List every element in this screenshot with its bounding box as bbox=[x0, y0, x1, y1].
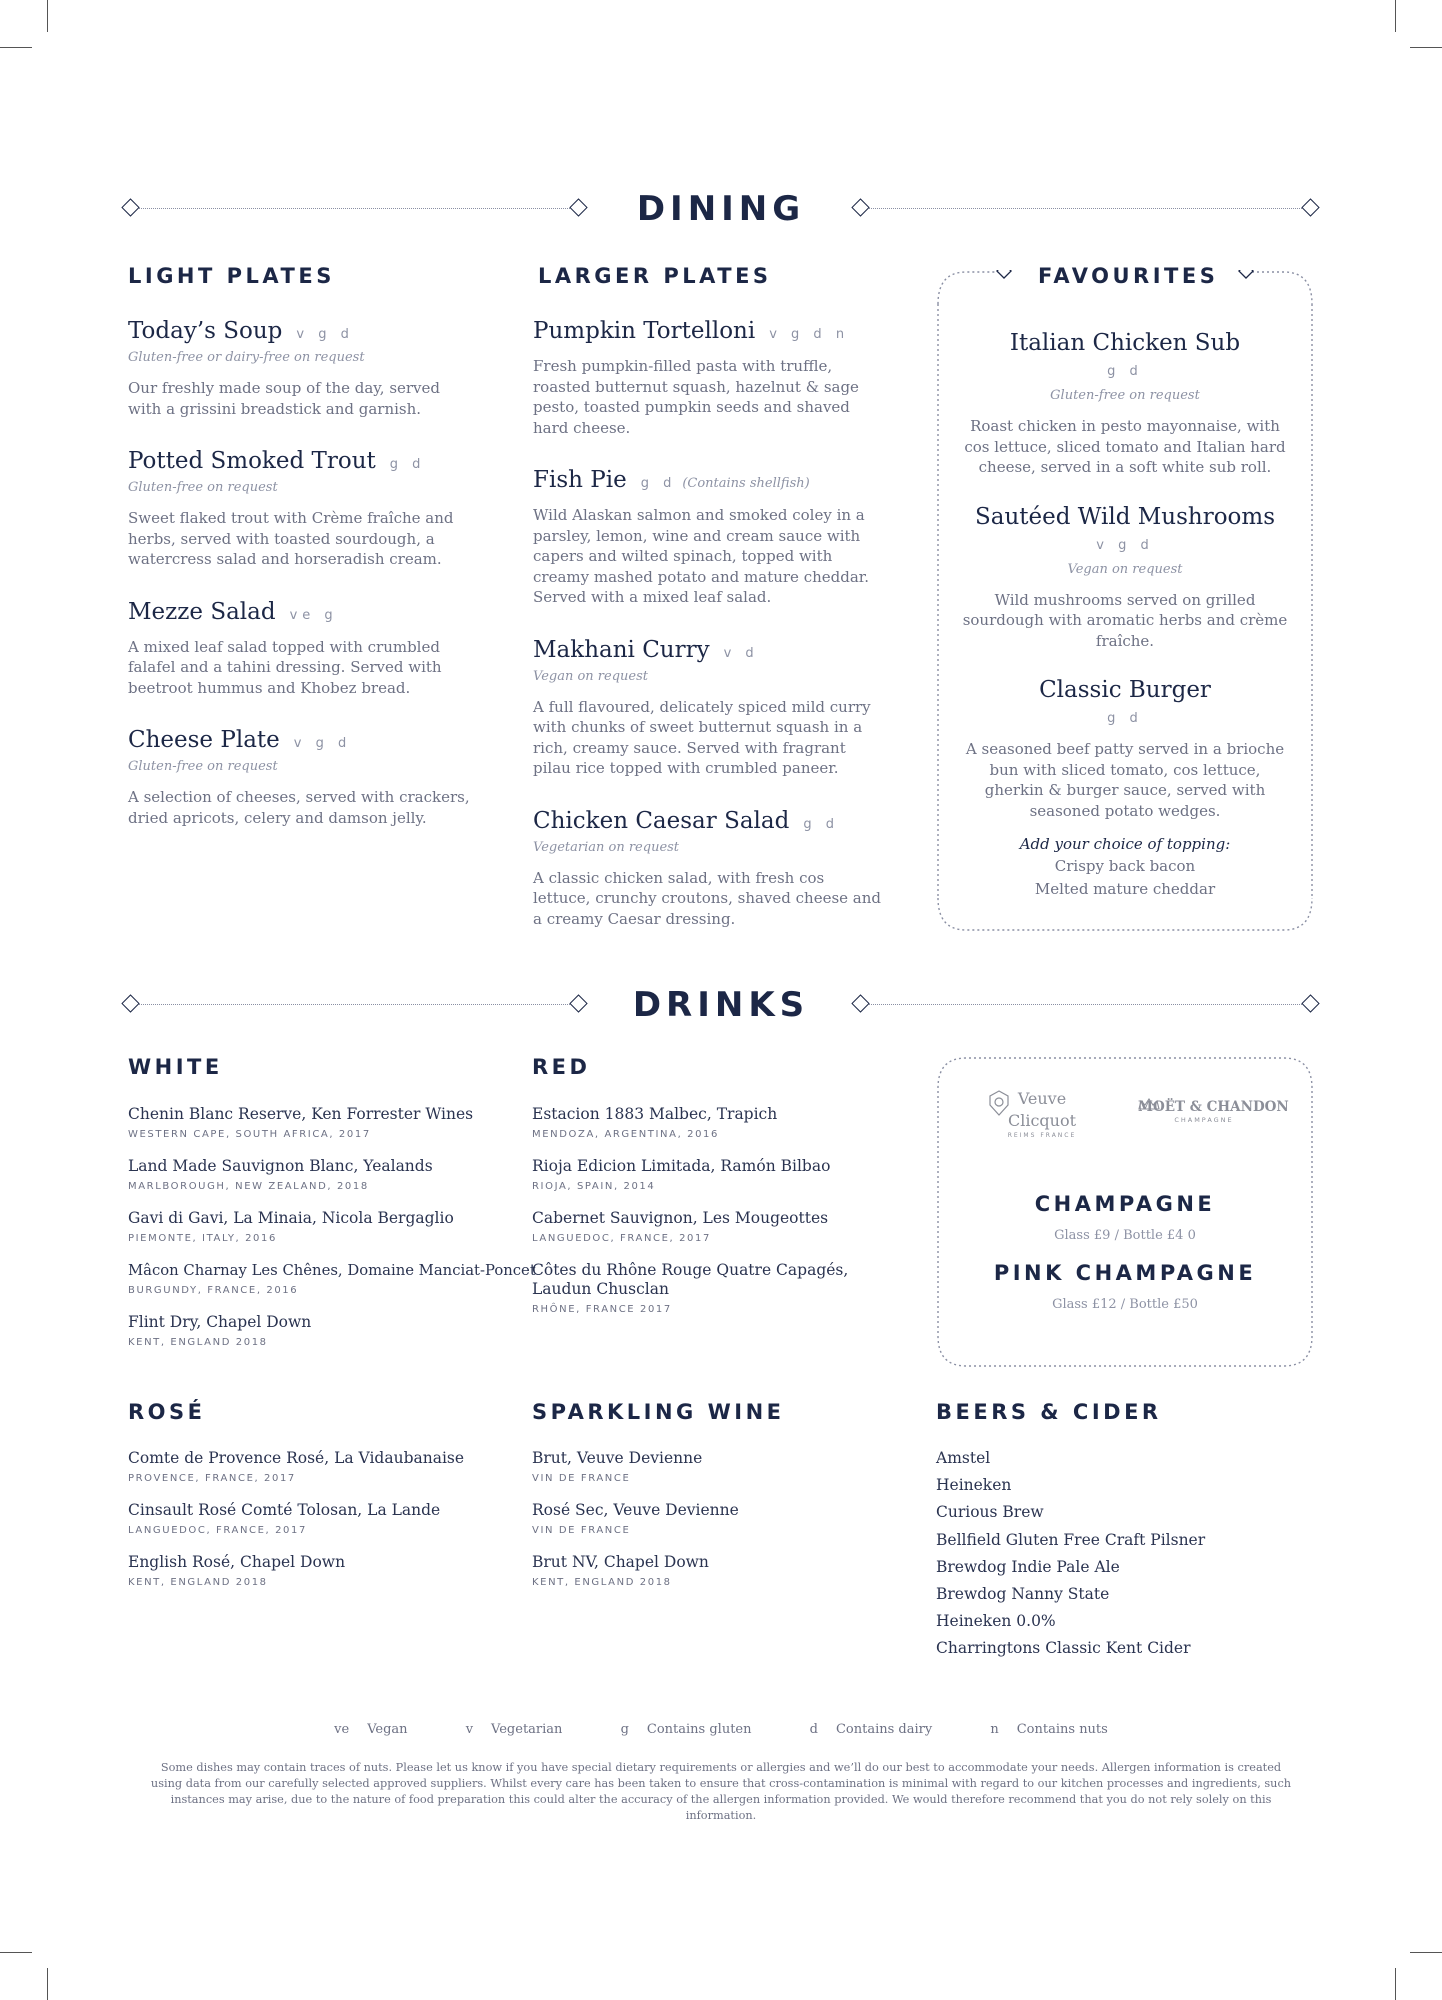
item-description: A mixed leaf salad topped with crumbled falafel and a tahini dressing. Served with beetroot hummus and Khobez bread. bbox=[128, 637, 442, 697]
wine-region: KENT, ENGLAND 2018 bbox=[128, 1577, 268, 1588]
category-favourites: FAVOURITES bbox=[1038, 264, 1219, 288]
legend-label: Contains gluten bbox=[646, 1722, 752, 1737]
wine-item bbox=[128, 1261, 536, 1296]
item-description: Fresh pumpkin-filled pasta with truffle, roasted butternut squash, hazelnut & sage pesto, toasted pumpkin seeds and shaved hard cheese. bbox=[533, 357, 859, 437]
item-name: Makhani Curry bbox=[533, 636, 710, 663]
beer-item: Heineken bbox=[936, 1476, 1012, 1495]
beer-item: Amstel bbox=[936, 1449, 991, 1467]
wine-name: Cabernet Sauvignon, Les Mougeottes bbox=[532, 1209, 829, 1227]
red-wine-list bbox=[532, 1105, 862, 1332]
item-description: Roast chicken in pesto mayonnaise, with cos lettuce, sliced tomato and Italian hard cheese, served in a soft white sub roll. bbox=[964, 417, 1286, 476]
beer-item: Curious Brew bbox=[936, 1503, 1044, 1522]
wine-item bbox=[532, 1449, 862, 1484]
shellfish-note: (Contains shellfish) bbox=[682, 476, 810, 491]
item-name: Classic Burger bbox=[1039, 677, 1211, 703]
beer-item: Brewdog Indie Pale Ale bbox=[936, 1557, 1120, 1576]
wine-name: Land Made Sauvignon Blanc, Yealands bbox=[128, 1157, 433, 1175]
wine-name: Brut NV, Chapel Down bbox=[532, 1553, 709, 1571]
category-sparkling-wine: SPARKLING WINE bbox=[532, 1400, 785, 1424]
legend-key: ve bbox=[334, 1722, 350, 1737]
item-name: Italian Chicken Sub bbox=[1009, 330, 1241, 356]
legend-entry bbox=[990, 1722, 1107, 1737]
crop-mark bbox=[0, 1952, 32, 1953]
wine-item bbox=[128, 1313, 518, 1348]
favourites-list bbox=[936, 328, 1314, 925]
wine-item bbox=[128, 1501, 518, 1536]
menu-item bbox=[936, 502, 1314, 652]
item-note: Gluten-free on request bbox=[128, 480, 278, 495]
wine-item bbox=[128, 1105, 518, 1140]
crop-mark bbox=[0, 47, 32, 48]
larger-plates-list bbox=[533, 316, 883, 956]
crown-icon bbox=[1138, 1098, 1160, 1110]
menu-item bbox=[128, 446, 478, 570]
category-light-plates: LIGHT PLATES bbox=[128, 264, 335, 288]
beer-item: Bellfield Gluten Free Craft Pilsner bbox=[936, 1530, 1206, 1549]
item-note: Gluten-free or dairy-free on request bbox=[128, 350, 365, 365]
crest-icon bbox=[984, 1088, 1014, 1118]
rose-wine-list bbox=[128, 1449, 518, 1605]
dietary-tags: v g d n bbox=[769, 327, 850, 342]
item-name: Fish Pie bbox=[533, 467, 627, 493]
wine-item bbox=[532, 1261, 862, 1315]
light-plates-list bbox=[128, 316, 478, 855]
dietary-tags: g d bbox=[1107, 711, 1143, 726]
menu-item bbox=[128, 316, 478, 419]
crop-mark bbox=[1410, 1952, 1442, 1953]
wine-region: WESTERN CAPE, SOUTH AFRICA, 2017 bbox=[128, 1129, 371, 1140]
legend-key: n bbox=[990, 1722, 999, 1737]
wine-name: Rioja Edicion Limitada, Ramón Bilbao bbox=[532, 1157, 831, 1175]
tag-codes: g d bbox=[640, 476, 677, 491]
white-wine-list bbox=[128, 1105, 536, 1365]
legend-key: g bbox=[620, 1722, 629, 1737]
wine-region: LANGUEDOC, FRANCE, 2017 bbox=[128, 1525, 307, 1536]
item-description: A full flavoured, delicately spiced mild curry with chunks of sweet butternut squash in a rich, creamy sauce. Served with fragrant pilau rice topped with crumbled paneer. bbox=[533, 697, 871, 777]
champagne-box bbox=[936, 1056, 1314, 1368]
menu-item bbox=[936, 328, 1314, 478]
wine-name: Flint Dry, Chapel Down bbox=[128, 1313, 312, 1331]
wine-item bbox=[128, 1553, 518, 1588]
allergen-disclaimer: Some dishes may contain traces of nuts. Please let us know if you have special dietary requirements or allergies and we’ll do our best to accommodate your needs. Allergen information is created using data from our carefully selected approved suppliers. Whilst every care has been taken to ensure that cross-contamination is minimal with regard to our kitchen processes and ingredients, such instances may arise, due to the nature of food preparation this could alter the accuracy of the allergen information provided. We would therefore recommend that you do not rely solely on this information. bbox=[150, 1761, 1292, 1822]
drinks-header bbox=[126, 980, 1316, 1030]
moet-chandon-subtitle: CHAMPAGNE bbox=[1174, 1116, 1234, 1124]
wine-name: Estacion 1883 Malbec, Trapich bbox=[532, 1105, 778, 1123]
dietary-tags: v g d bbox=[296, 327, 354, 342]
pink-champagne-title: PINK CHAMPAGNE bbox=[993, 1261, 1257, 1285]
menu-item bbox=[533, 316, 883, 438]
veuve-clicquot-logo bbox=[984, 1088, 1100, 1139]
wine-region: PIEMONTE, ITALY, 2016 bbox=[128, 1233, 277, 1244]
wine-region: MARLBOROUGH, NEW ZEALAND, 2018 bbox=[128, 1181, 369, 1192]
item-description: A seasoned beef patty served in a brioche bun with sliced tomato, cos lettuce, gherkin & burger sauce, served with seasoned potato wedges. bbox=[965, 740, 1285, 820]
dietary-tags bbox=[641, 476, 810, 491]
wine-item bbox=[532, 1105, 862, 1140]
item-note: Vegan on request bbox=[533, 668, 648, 684]
item-name: Today’s Soup bbox=[128, 318, 283, 344]
menu-item bbox=[936, 675, 1314, 901]
menu-item bbox=[533, 806, 883, 930]
wine-region: RIOJA, SPAIN, 2014 bbox=[532, 1181, 656, 1192]
champagne-price: Glass £9 / Bottle £4 0 bbox=[1054, 1228, 1196, 1243]
item-description: Wild Alaskan salmon and smoked coley in a parsley, lemon, wine and cream sauce with capers and wilted spinach, topped with creamy mashed potato and mature cheddar. Served with a mixed leaf salad. bbox=[533, 506, 870, 606]
item-name: Chicken Caesar Salad bbox=[533, 807, 790, 834]
legend-entry bbox=[466, 1722, 563, 1737]
item-description: Sweet flaked trout with Crème fraîche and herbs, served with toasted sourdough, a watercress salad and horseradish cream. bbox=[128, 509, 454, 568]
wine-item bbox=[128, 1157, 518, 1192]
item-note: Vegan on request bbox=[1067, 561, 1183, 577]
beer-item: Charringtons Classic Kent Cider bbox=[936, 1639, 1191, 1658]
beer-item: Heineken 0.0% bbox=[936, 1612, 1056, 1631]
menu-item bbox=[533, 465, 883, 608]
wine-name: Comte de Provence Rosé, La Vidaubanaise bbox=[128, 1449, 465, 1467]
item-note: Gluten-free on request bbox=[1050, 388, 1200, 403]
wine-item bbox=[532, 1553, 862, 1588]
legend-label: Vegetarian bbox=[491, 1722, 563, 1737]
dietary-tags: ve g bbox=[289, 607, 338, 623]
legend-key: d bbox=[809, 1722, 818, 1737]
legend-label: Contains nuts bbox=[1016, 1722, 1108, 1737]
dietary-tags: g d bbox=[803, 816, 839, 832]
champagne-title: CHAMPAGNE bbox=[1034, 1192, 1216, 1216]
wine-name: Rosé Sec, Veuve Devienne bbox=[532, 1501, 739, 1519]
dietary-tags: g d bbox=[389, 457, 426, 472]
wine-region: KENT, ENGLAND 2018 bbox=[128, 1337, 268, 1348]
wine-region: LANGUEDOC, FRANCE, 2017 bbox=[532, 1233, 711, 1244]
wine-region: VIN DE FRANCE bbox=[532, 1525, 631, 1536]
menu-item bbox=[533, 635, 883, 779]
wine-name: English Rosé, Chapel Down bbox=[128, 1553, 346, 1571]
legend-label: Vegan bbox=[367, 1722, 408, 1737]
crop-mark bbox=[1395, 1968, 1396, 2000]
wine-name: Mâcon Charnay Les Chênes, Domaine Manciat-Poncet bbox=[128, 1262, 536, 1279]
dietary-tags: v d bbox=[723, 645, 759, 661]
dietary-legend bbox=[0, 1722, 1442, 1737]
dietary-tags: g d bbox=[1107, 364, 1143, 379]
category-white: WHITE bbox=[128, 1055, 223, 1079]
dietary-tags: v g d bbox=[293, 736, 352, 751]
legend-key: v bbox=[465, 1722, 474, 1737]
dietary-tags: v g d bbox=[1096, 537, 1154, 553]
wine-name: Côtes du Rhône Rouge Quatre Capagés, Laudun Chusclan bbox=[532, 1261, 849, 1298]
wine-item bbox=[128, 1209, 518, 1244]
item-name: Cheese Plate bbox=[128, 727, 280, 753]
item-name: Mezze Salad bbox=[128, 598, 276, 625]
wine-region: KENT, ENGLAND 2018 bbox=[532, 1577, 672, 1588]
favourites-box bbox=[936, 264, 1314, 932]
section-title-drinks: DRINKS bbox=[632, 985, 810, 1025]
item-description: Our freshly made soup of the day, served with a grissini breadstick and garnish. bbox=[128, 379, 441, 418]
item-name: Pumpkin Tortelloni bbox=[533, 318, 756, 344]
item-name: Potted Smoked Trout bbox=[128, 448, 376, 474]
crop-mark bbox=[47, 0, 48, 32]
category-red: RED bbox=[532, 1055, 591, 1079]
wine-region: VIN DE FRANCE bbox=[532, 1473, 631, 1484]
wine-name: Cinsault Rosé Comté Tolosan, La Lande bbox=[128, 1501, 441, 1519]
item-description: A classic chicken salad, with fresh cos lettuce, crunchy croutons, shaved cheese and a creamy Caesar dressing. bbox=[533, 868, 882, 928]
wine-name: Gavi di Gavi, La Minaia, Nicola Bergaglio bbox=[128, 1209, 454, 1227]
wine-region: RHÔNE, FRANCE 2017 bbox=[532, 1304, 672, 1315]
item-description: Wild mushrooms served on grilled sourdough with aromatic herbs and crème fraîche. bbox=[962, 590, 1288, 650]
beer-list bbox=[936, 1445, 1296, 1663]
wine-item bbox=[532, 1209, 862, 1244]
section-title-dining: DINING bbox=[636, 189, 806, 229]
veuve-clicquot-wordmark: Veuve Clicquot bbox=[1007, 1089, 1077, 1130]
veuve-clicquot-subtitle: REIMS FRANCE bbox=[1007, 1132, 1077, 1139]
moet-chandon-wordmark: MOËT & CHANDON bbox=[1138, 1099, 1289, 1115]
menu-item bbox=[128, 597, 478, 699]
pink-champagne-price: Glass £12 / Bottle £50 bbox=[1052, 1297, 1198, 1312]
legend-label: Contains dairy bbox=[835, 1722, 933, 1737]
menu-item bbox=[128, 725, 478, 828]
wine-region: MENDOZA, ARGENTINA, 2016 bbox=[532, 1129, 719, 1140]
crop-mark bbox=[1395, 0, 1396, 32]
dining-header bbox=[126, 184, 1316, 234]
item-note: Vegetarian on request bbox=[533, 839, 680, 855]
wine-item bbox=[532, 1501, 862, 1536]
topping-option: Melted mature cheddar bbox=[1034, 880, 1216, 898]
wine-region: PROVENCE, FRANCE, 2017 bbox=[128, 1473, 296, 1484]
wine-name: Chenin Blanc Reserve, Ken Forrester Wines bbox=[128, 1105, 474, 1123]
topping-title: Add your choice of topping: bbox=[1019, 835, 1231, 853]
beer-item: Brewdog Nanny State bbox=[936, 1585, 1110, 1604]
item-description: A selection of cheeses, served with crackers, dried apricots, celery and damson jelly. bbox=[128, 788, 470, 827]
crop-mark bbox=[47, 1968, 48, 2000]
category-beers-cider: BEERS & CIDER bbox=[936, 1400, 1162, 1424]
category-rose: ROSÉ bbox=[128, 1400, 206, 1424]
legend-entry bbox=[621, 1722, 752, 1737]
wine-item bbox=[128, 1449, 518, 1484]
sparkling-wine-list bbox=[532, 1449, 862, 1605]
moet-chandon-logo bbox=[1138, 1098, 1289, 1124]
item-note: Gluten-free on request bbox=[128, 759, 278, 774]
crop-mark bbox=[1410, 47, 1442, 48]
wine-region: BURGUNDY, FRANCE, 2016 bbox=[128, 1285, 299, 1296]
topping-option: Crispy back bacon bbox=[1054, 857, 1196, 875]
wine-name: Brut, Veuve Devienne bbox=[532, 1449, 703, 1467]
legend-entry bbox=[334, 1722, 407, 1737]
item-name: Sautéed Wild Mushrooms bbox=[974, 503, 1276, 530]
legend-entry bbox=[810, 1722, 933, 1737]
category-larger-plates: LARGER PLATES bbox=[538, 264, 772, 288]
wine-item bbox=[532, 1157, 862, 1192]
